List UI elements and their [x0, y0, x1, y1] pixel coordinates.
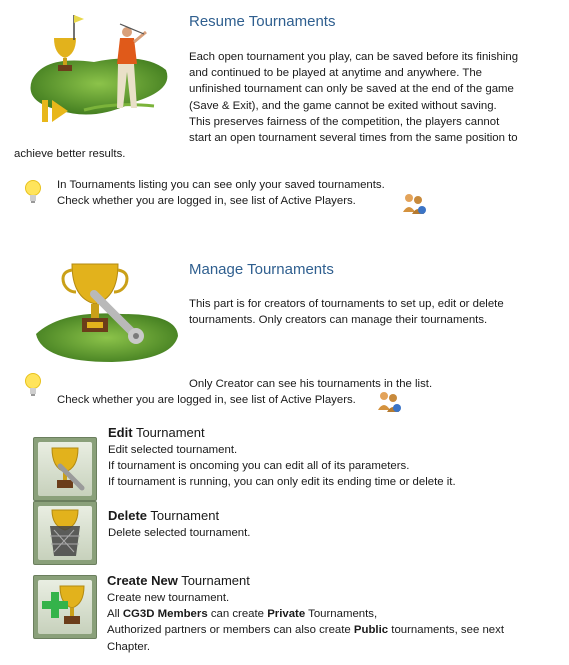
delete-section [108, 507, 250, 541]
lightbulb-icon [24, 372, 42, 403]
delete-basket-icon [38, 506, 92, 560]
public-text: Public [353, 624, 389, 637]
resume-last-line: achieve better results. [14, 148, 126, 160]
golfer-illustration [24, 10, 174, 128]
resume-tip-line-1: In Tournaments listing you can see only your saved tournaments. [57, 179, 385, 191]
edit-title-rest: Tournament [132, 425, 205, 440]
resume-tip [57, 177, 385, 209]
players-icon[interactable] [401, 192, 427, 221]
create-line-4: Chapter. [107, 640, 151, 653]
create-section [107, 572, 504, 655]
create-line-2-a: All [107, 608, 123, 621]
edit-line-2: If tournament is oncoming you can edit all of its parameters. [108, 460, 410, 473]
delete-line: Delete selected tournament. [108, 527, 251, 539]
edit-line-3: If tournament is running, you can only edit its ending time or delete it. [108, 476, 456, 489]
create-line-2 [107, 606, 504, 622]
resume-line-4: (Save & Exit), and the game cannot be exited without saving. [189, 99, 497, 112]
lightbulb-icon [24, 179, 42, 210]
manage-tournaments-heading: Manage Tournaments [189, 261, 334, 278]
manage-line-1: This part is for creators of tournaments to set up, edit or delete [189, 298, 504, 310]
private-text: Private [267, 608, 306, 621]
create-line-2-c: can create [207, 608, 268, 621]
edit-title-bold: Edit [108, 425, 133, 440]
resume-tip-line-2: Check whether you are logged in, see list of Active Players. [57, 195, 356, 208]
manage-line-2: tournaments. Only creators can manage their tournaments. [189, 314, 488, 327]
create-line-3 [107, 622, 504, 638]
manage-tip-line-2: Check whether you are logged in, see list of Active Players. [57, 394, 356, 406]
resume-line-6: start an open tournament several times from the same position to [189, 132, 518, 145]
create-plus-icon [38, 580, 92, 634]
create-tournament-button[interactable] [33, 575, 97, 639]
resume-line-5: This preserves fairness of the competition, the players cannot [189, 115, 500, 128]
edit-tournament-button[interactable] [33, 437, 97, 501]
create-title-bold: Create New [107, 573, 178, 588]
create-line-2-e: Tournaments, [305, 608, 378, 621]
resume-line-3: unfinished tournament can only be saved at the end of the game [189, 83, 514, 96]
create-line-3-c: tournaments, see next [388, 624, 504, 637]
players-icon[interactable] [376, 390, 402, 419]
manage-tournaments-body [189, 296, 504, 328]
resume-line-1: Each open tournament you play, can be saved before its finishing [189, 51, 519, 63]
manage-tip-line-1: Only Creator can see his tournaments in the list. [189, 378, 433, 390]
delete-title-bold: Delete [108, 508, 148, 523]
delete-tournament-button[interactable] [33, 501, 97, 565]
edit-section [108, 424, 456, 491]
create-line-1: Create new tournament. [107, 592, 230, 604]
edit-line-1: Edit selected tournament. [108, 444, 238, 456]
create-title-rest: Tournament [177, 573, 250, 588]
delete-title-rest: Tournament [147, 508, 220, 523]
resume-tournaments-body [189, 49, 518, 146]
cg3d-members-text: CG3D Members [122, 608, 208, 621]
edit-trophy-icon [38, 442, 92, 496]
create-line-3-a: Authorized partners or members can also create [107, 624, 354, 637]
resume-line-2: and continued to be played at anytime and anywhere. The [189, 67, 482, 80]
trophy-wrench-illustration [32, 256, 182, 366]
resume-tournaments-heading: Resume Tournaments [189, 13, 336, 30]
